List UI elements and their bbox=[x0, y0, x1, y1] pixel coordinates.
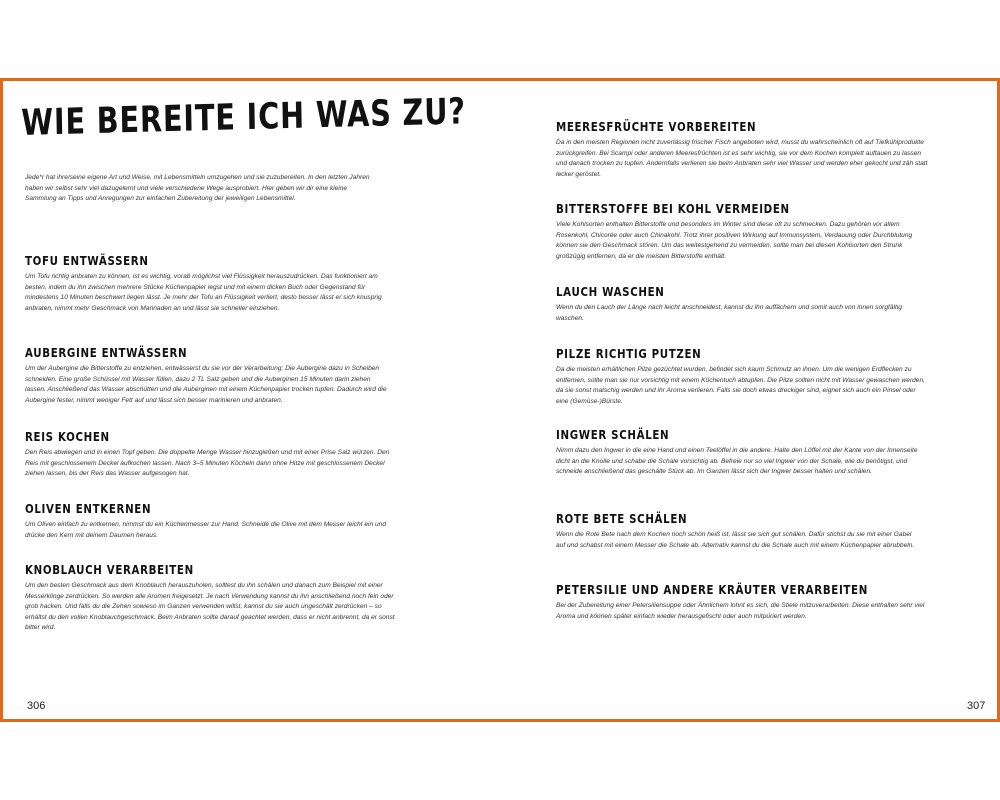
section-body: Wenn die Rote Bete nach dem Kochen noch schön heiß ist, lässt sie sich gut schälen. Dafür stichst du sie mit einer Gabel auf und schabst mit einem Messer die Schale ab. Alternativ kannst du die Schale auch mit einem Küchenpapier abrubbeln. bbox=[556, 531, 915, 549]
section-pilze bbox=[556, 346, 926, 407]
section-heading: ROTE BETE SCHÄLEN bbox=[556, 511, 688, 526]
section-heading: KNOBLAUCH VERARBEITEN bbox=[25, 562, 194, 577]
section-heading: PETERSILIE UND ANDERE KRÄUTER VERARBEITEN bbox=[556, 582, 868, 597]
section-heading: MEERESFRÜCHTE VORBEREITEN bbox=[556, 119, 757, 134]
section-body: Um Tofu richtig anbraten zu können, ist es wichtig, vorab möglichst viel Flüssigkeit herauszudrücken. Das funktioniert am besten, indem du ihn zwischen mehrere Stücke Küchenpapier legst und mit einem dicken Buch oder Gegenstand für mindestens 10 Minuten beschwert liegen lässt. Je mehr der Tofu an Flüssigkeit verliert, desto besser lässt er sich knusprig anbraten, nimmt mehr Geschmack von Marinaden an und lässt sie schneller einziehen. bbox=[25, 273, 382, 312]
page-number: 306 bbox=[27, 700, 46, 712]
section-body: Um den besten Geschmack aus dem Knoblauch herauszuholen, solltest du ihn schälen und danach zum Beispiel mit einer Messerklinge zerdrücken. So werden alle Aromen freigesetzt. Je nach Verwendung kannst du ihn anschließend noch fein oder grob hacken. Und falls du die Zehen sowieso im Ganzen verwenden willst, kannst du sie auch ungeschält zerdrücken – so erhältst du den vollen Knoblauchgeschmack. Beim Anbraten sollte darauf geachtet werden, dass er nicht anbrennt, da er sonst bitter wird. bbox=[25, 582, 395, 631]
section-meeresfruechte bbox=[556, 119, 931, 180]
section-heading: PILZE RICHTIG PUTZEN bbox=[556, 346, 702, 361]
right-page bbox=[500, 81, 997, 719]
section-heading: LAUCH WASCHEN bbox=[556, 284, 665, 299]
page-title: WIE BEREITE ICH WAS ZU? bbox=[21, 91, 467, 144]
section-body: Den Reis abwiegen und in einen Topf geben. Die doppelte Menge Wasser hinzugießen und mit einer Prise Salz würzen. Den Reis mit geschlossenem Deckel aufkochen lassen. Nach 3–5 Minuten Köcheln dann ohne Hitze mit geschlossenem Deckel ziehen lassen, bis der Reis das Wasser aufgesogen hat. bbox=[25, 449, 390, 477]
left-page bbox=[3, 81, 500, 719]
section-ingwer bbox=[556, 427, 926, 478]
section-knoblauch bbox=[25, 562, 400, 634]
section-lauch bbox=[556, 284, 921, 324]
intro-text: Jede*r hat ihre/seine eigene Art und Weise, mit Lebensmitteln umzugehen und sie zuzubereiten. In den letzten Jahren haben wir selbst sehr viel dazugelernt und viele verschiedene Wege ausprobiert. Hier geben wir dir eine kleine Sammlung an Tipps und Anregungen zur einfachen Zubereitung der jeweiligen Lebensmittel. bbox=[25, 174, 370, 202]
section-body: Um der Aubergine die Bitterstoffe zu entziehen, entwässerst du sie vor der Verarbeitung: Die Aubergine dazu in Scheiben schneiden. Eine große Schüssel mit Wasser füllen, dazu 2 TL Salz geben und die Auberginen 15 Minuten darin ziehen lassen. Anschließend das Wasser abschütten und die Auberginen mit einem Küchenpapier trocken tupfen. Dadurch wird die Aubergine fester, nimmt weniger Fett auf und lässt sich besser marinieren und anbraten. bbox=[25, 365, 387, 404]
section-heading: AUBERGINE ENTWÄSSERN bbox=[25, 345, 188, 360]
section-kohl bbox=[556, 201, 921, 262]
section-heading: INGWER SCHÄLEN bbox=[556, 427, 670, 442]
section-body: Um Oliven einfach zu entkernen, nimmst du ein Küchenmesser zur Hand. Schneide die Olive mit dem Messer leicht ein und drücke den Kern mit deinem Daumen heraus. bbox=[25, 521, 386, 539]
section-petersilie bbox=[556, 582, 926, 622]
section-oliven bbox=[25, 501, 390, 541]
book-spread bbox=[0, 78, 1000, 722]
section-reis bbox=[25, 429, 400, 480]
section-heading: REIS KOCHEN bbox=[25, 429, 110, 444]
section-body: Bei der Zubereitung einer Petersiliensuppe oder Ähnlichem lohnt es sich, die Stiele mitzuverarbeiten. Diese enthalten sehr viel Aroma und können später einfach wieder herausgefischt oder auch mitpüriert werden. bbox=[556, 602, 925, 620]
page-number: 307 bbox=[967, 700, 986, 712]
section-heading: TOFU ENTWÄSSERN bbox=[25, 253, 149, 268]
section-body: Da in den meisten Regionen nicht zuverlässig frischer Fisch angeboten wird, musst du wahrscheinlich oft auf Tiefkühlprodukte zurückgreifen. Bei Scampi oder anderen Meeresfrüchten ist es sehr wichtig, sie vor dem Kochen komplett auftauen zu lassen und danach trocken zu tupfen. Andernfalls verlieren sie beim Anbraten sehr viel Wasser und werden eher gekocht und zäh statt lecker geröstet. bbox=[556, 139, 928, 178]
section-rote-bete bbox=[556, 511, 921, 551]
section-aubergine bbox=[25, 345, 390, 406]
section-body: Wenn du den Lauch der Länge nach leicht anschneidest, kannst du ihn auffächern und somit auch von innen sorgfältig waschen. bbox=[556, 304, 902, 322]
section-body: Nimm dazu den Ingwer in die eine Hand und einen Teelöffel in die andere. Halte den Löffel mit der Kante von der Innenseite dicht an die Knolle und schabe die Schale vorsichtig ab. Befreie nur so viel Ingwer von der Schale, wie du benötigst, und schneide anschließend das geschälte Stück ab. Im Ganzen lässt sich der Ingwer besser halten und schälen. bbox=[556, 447, 918, 475]
section-tofu bbox=[25, 253, 390, 314]
section-body: Da die meisten erhältlichen Pilze gezüchtet wurden, befindet sich kaum Schmutz an ihnen. Um die wenigen Erdflecken zu entfernen, sollte man sie nur vorsichtig mit einem Küchentuch abtupfen. Die Pilze sollten nicht mit Wasser gewaschen werden, da sie sonst matschig werden und ihr Aroma verlieren. Falls sie doch etwas dreckiger sind, eignet sich auch ein Pinsel oder eine (Gemüse-)Bürste. bbox=[556, 366, 925, 405]
section-heading: BITTERSTOFFE BEI KOHL VERMEIDEN bbox=[556, 201, 790, 216]
section-body: Viele Kohlsorten enthalten Bitterstoffe und besonders im Winter sind diese oft zu schmecken. Dazu gehören vor allem Rosenkohl, Chicorée oder auch Chinakohl. Trotz ihrer positiven Wirkung auf Immunsystem, Verdauung oder Durchblutung können sie den Geschmack stören. Um das weitestgehend zu vermeiden, sollte man bei diesen Kohlsorten den Strunk großzügig entfernen, da er die meisten Bitterstoffe enthält. bbox=[556, 221, 913, 260]
section-heading: OLIVEN ENTKERNEN bbox=[25, 501, 152, 516]
